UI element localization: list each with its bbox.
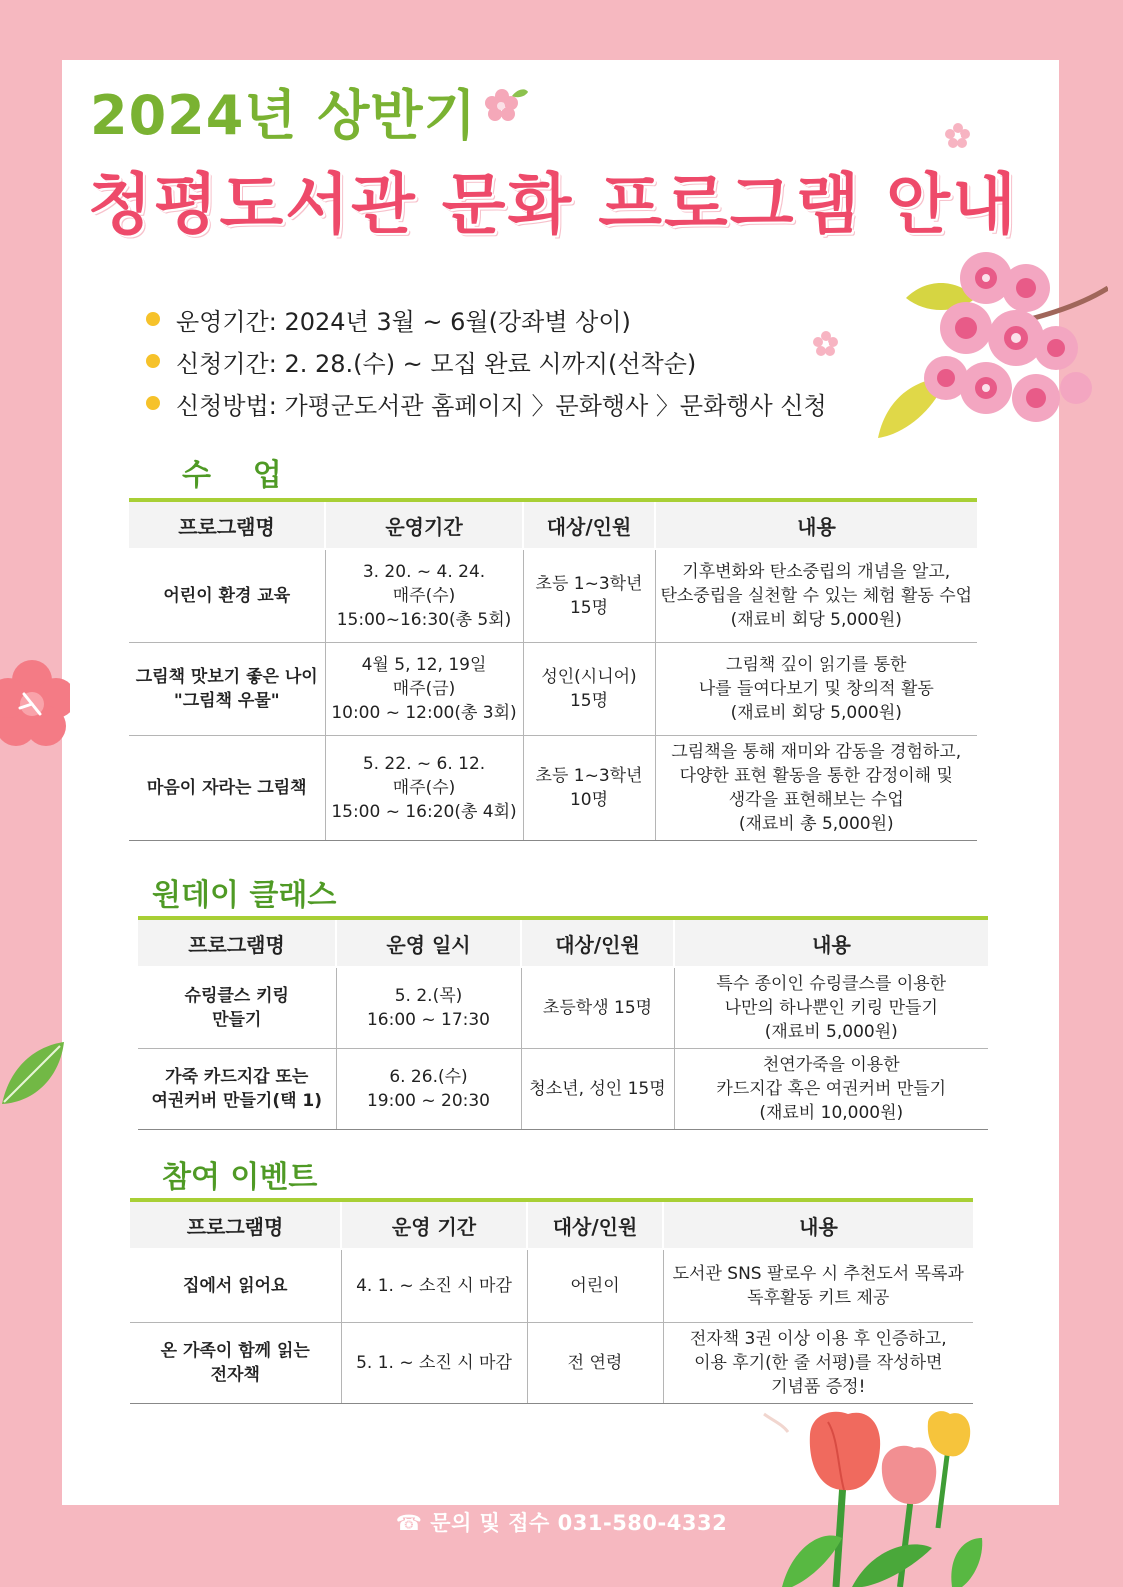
info-item-apply-method: [146, 382, 827, 424]
program-name: 마음이 자라는 그림책: [129, 735, 325, 840]
program-name: 그림책 맛보기 좋은 나이 "그림책 우물": [129, 642, 325, 735]
program-period: 4월 5, 12, 19일 매주(금) 10:00 ~ 12:00(총 3회): [325, 642, 523, 735]
program-target: 어린이: [527, 1249, 663, 1322]
table-row: [138, 1049, 988, 1130]
page-subtitle: 2024년 상반기: [90, 84, 477, 147]
column-header: 대상/인원: [527, 1200, 663, 1249]
program-name: 집에서 읽어요: [130, 1249, 341, 1322]
program-target: 전 연령: [527, 1322, 663, 1403]
tulip-icon: [752, 1408, 992, 1587]
cherry-blossom-cluster-icon: [876, 238, 1108, 444]
program-content: 특수 종이인 슈링클스를 이용한 나만의 하나뿐인 키링 만들기 (재료비 5,000원): [674, 967, 988, 1049]
phone-icon: ☎: [395, 1511, 423, 1535]
program-target: 초등 1~3학년 10명: [523, 735, 655, 840]
table-row: [138, 967, 988, 1049]
table-row: [129, 642, 977, 735]
info-text: 신청방법: 가평군도서관 홈페이지 〉문화행사 〉문화행사 신청: [176, 391, 827, 420]
program-period: 4. 1. ~ 소진 시 마감: [341, 1249, 527, 1322]
column-header: 운영 기간: [341, 1200, 527, 1249]
column-header: 운영기간: [325, 500, 523, 549]
program-period: 5. 2.(목) 16:00 ~ 17:30: [336, 967, 521, 1049]
table-row: [129, 549, 977, 642]
column-header: 내용: [655, 500, 977, 549]
program-content: 그림책을 통해 재미와 감동을 경험하고, 다양한 표현 활동을 통한 감정이해 및 생각을 표현해보는 수업 (재료비 총 5,000원): [655, 735, 977, 840]
table-row: [129, 735, 977, 840]
column-header: 프로그램명: [129, 500, 325, 549]
classes-table: [129, 498, 977, 841]
program-content: 그림책 깊이 읽기를 통한 나를 들여다보기 및 창의적 활동 (재료비 회당 5,000원): [655, 642, 977, 735]
program-name: 슈링클스 키링 만들기: [138, 967, 336, 1049]
section-title-oneday: 원데이 클래스: [152, 878, 337, 913]
table-header-row: [129, 500, 977, 549]
program-name: 가죽 카드지갑 또는 여권커버 만들기(택 1): [138, 1049, 336, 1130]
program-period: 5. 1. ~ 소진 시 마감: [341, 1322, 527, 1403]
program-target: 성인(시니어) 15명: [523, 642, 655, 735]
program-name: 온 가족이 함께 읽는 전자책: [130, 1322, 341, 1403]
section-title-events: 참여 이벤트: [162, 1160, 318, 1195]
info-list: [146, 298, 827, 424]
column-header: 대상/인원: [521, 918, 674, 967]
info-item-period: [146, 298, 827, 340]
program-target: 초등학생 15명: [521, 967, 674, 1049]
info-item-apply-period: [146, 340, 827, 382]
footer-contact: [0, 1507, 1123, 1537]
table-row: [130, 1249, 973, 1322]
column-header: 운영 일시: [336, 918, 521, 967]
page-title: 청평도서관 문화 프로그램 안내: [88, 166, 1018, 243]
info-text: 운영기간: 2024년 3월 ~ 6월(강좌별 상이): [176, 307, 631, 336]
program-content: 천연가죽을 이용한 카드지갑 혹은 여권커버 만들기 (재료비 10,000원): [674, 1049, 988, 1130]
program-name: 어린이 환경 교육: [129, 549, 325, 642]
column-header: 내용: [663, 1200, 973, 1249]
program-content: 기후변화와 탄소중립의 개념을 알고, 탄소중립을 실천할 수 있는 체험 활동 수업 (재료비 회당 5,000원): [655, 549, 977, 642]
bullet-dot-icon: [146, 354, 160, 368]
leaf-icon: [0, 1040, 66, 1110]
program-content: 전자책 3권 이상 이용 후 인증하고, 이용 후기(한 줄 서평)를 작성하면 기념품 증정!: [663, 1322, 973, 1403]
program-target: 초등 1~3학년 15명: [523, 549, 655, 642]
program-period: 5. 22. ~ 6. 12. 매주(수) 15:00 ~ 16:20(총 4회): [325, 735, 523, 840]
contact-text: 문의 및 접수 031-580-4332: [430, 1511, 728, 1535]
bullet-dot-icon: [146, 396, 160, 410]
program-period: 6. 26.(수) 19:00 ~ 20:30: [336, 1049, 521, 1130]
table-row: [130, 1322, 973, 1403]
pink-flower-icon: [0, 650, 70, 750]
section-title-classes: 수 업: [182, 458, 282, 493]
program-content: 도서관 SNS 팔로우 시 추천도서 목록과 독후활동 키트 제공: [663, 1249, 973, 1322]
table-header-row: [130, 1200, 973, 1249]
events-table: [130, 1198, 973, 1404]
column-header: 프로그램명: [138, 918, 336, 967]
bullet-dot-icon: [146, 312, 160, 326]
info-text: 신청기간: 2. 28.(수) ~ 모집 완료 시까지(선착순): [176, 349, 697, 378]
table-header-row: [138, 918, 988, 967]
oneday-table: [138, 916, 988, 1130]
cherry-blossom-icon: [944, 122, 972, 150]
program-period: 3. 20. ~ 4. 24. 매주(수) 15:00~16:30(총 5회): [325, 549, 523, 642]
column-header: 대상/인원: [523, 500, 655, 549]
column-header: 프로그램명: [130, 1200, 341, 1249]
column-header: 내용: [674, 918, 988, 967]
cherry-blossom-icon: [482, 86, 530, 126]
program-target: 청소년, 성인 15명: [521, 1049, 674, 1130]
